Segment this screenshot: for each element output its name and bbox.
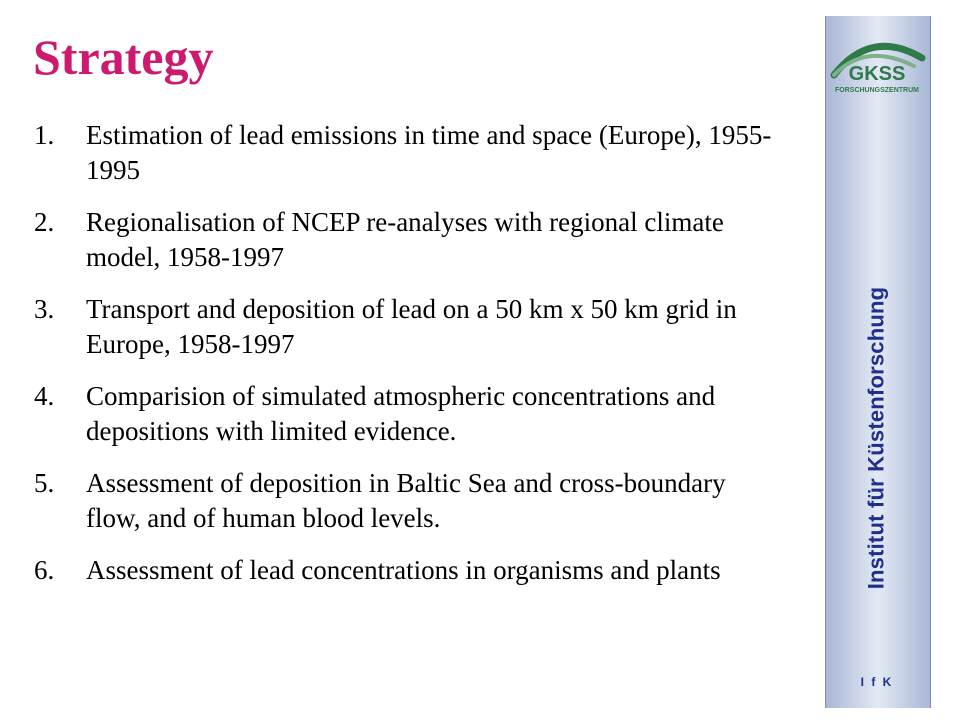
item-number: 2.	[34, 207, 55, 237]
item-number: 3.	[34, 294, 55, 324]
list-item	[34, 118, 779, 188]
logo-subtext: FORSCHUNGSZENTRUM	[835, 87, 919, 94]
slide-title: Strategy	[33, 29, 214, 85]
gkss-logo	[826, 20, 928, 100]
institute-label	[836, 238, 916, 638]
list-item	[34, 379, 779, 449]
item-text: Comparision of simulated atmospheric concentrations and depositions with limited evidence.	[86, 381, 716, 446]
item-text: Assessment of deposition in Baltic Sea and cross-boundary flow, and of human blood levels.	[86, 468, 726, 533]
item-text: Transport and deposition of lead on a 50 km x 50 km grid in Europe, 1958-1997	[86, 294, 737, 359]
item-text: Estimation of lead emissions in time and space (Europe), 1955-1995	[86, 120, 772, 185]
list-item	[34, 553, 779, 588]
institute-abbreviation: I f K	[860, 675, 894, 689]
item-number: 1.	[34, 120, 55, 150]
item-number: 5.	[34, 468, 55, 498]
item-number: 6.	[34, 555, 55, 585]
item-text: Regionalisation of NCEP re-analyses with regional climate model, 1958-1997	[86, 207, 724, 272]
logo-text: GKSS	[848, 63, 906, 85]
strategy-list	[34, 118, 779, 605]
item-number: 4.	[34, 381, 55, 411]
list-item	[34, 292, 779, 362]
institute-label-text: Institut für Küstenforschung	[863, 286, 888, 590]
list-item	[34, 205, 779, 275]
list-item	[34, 466, 779, 536]
item-text: Assessment of lead concentrations in organisms and plants	[86, 555, 721, 585]
